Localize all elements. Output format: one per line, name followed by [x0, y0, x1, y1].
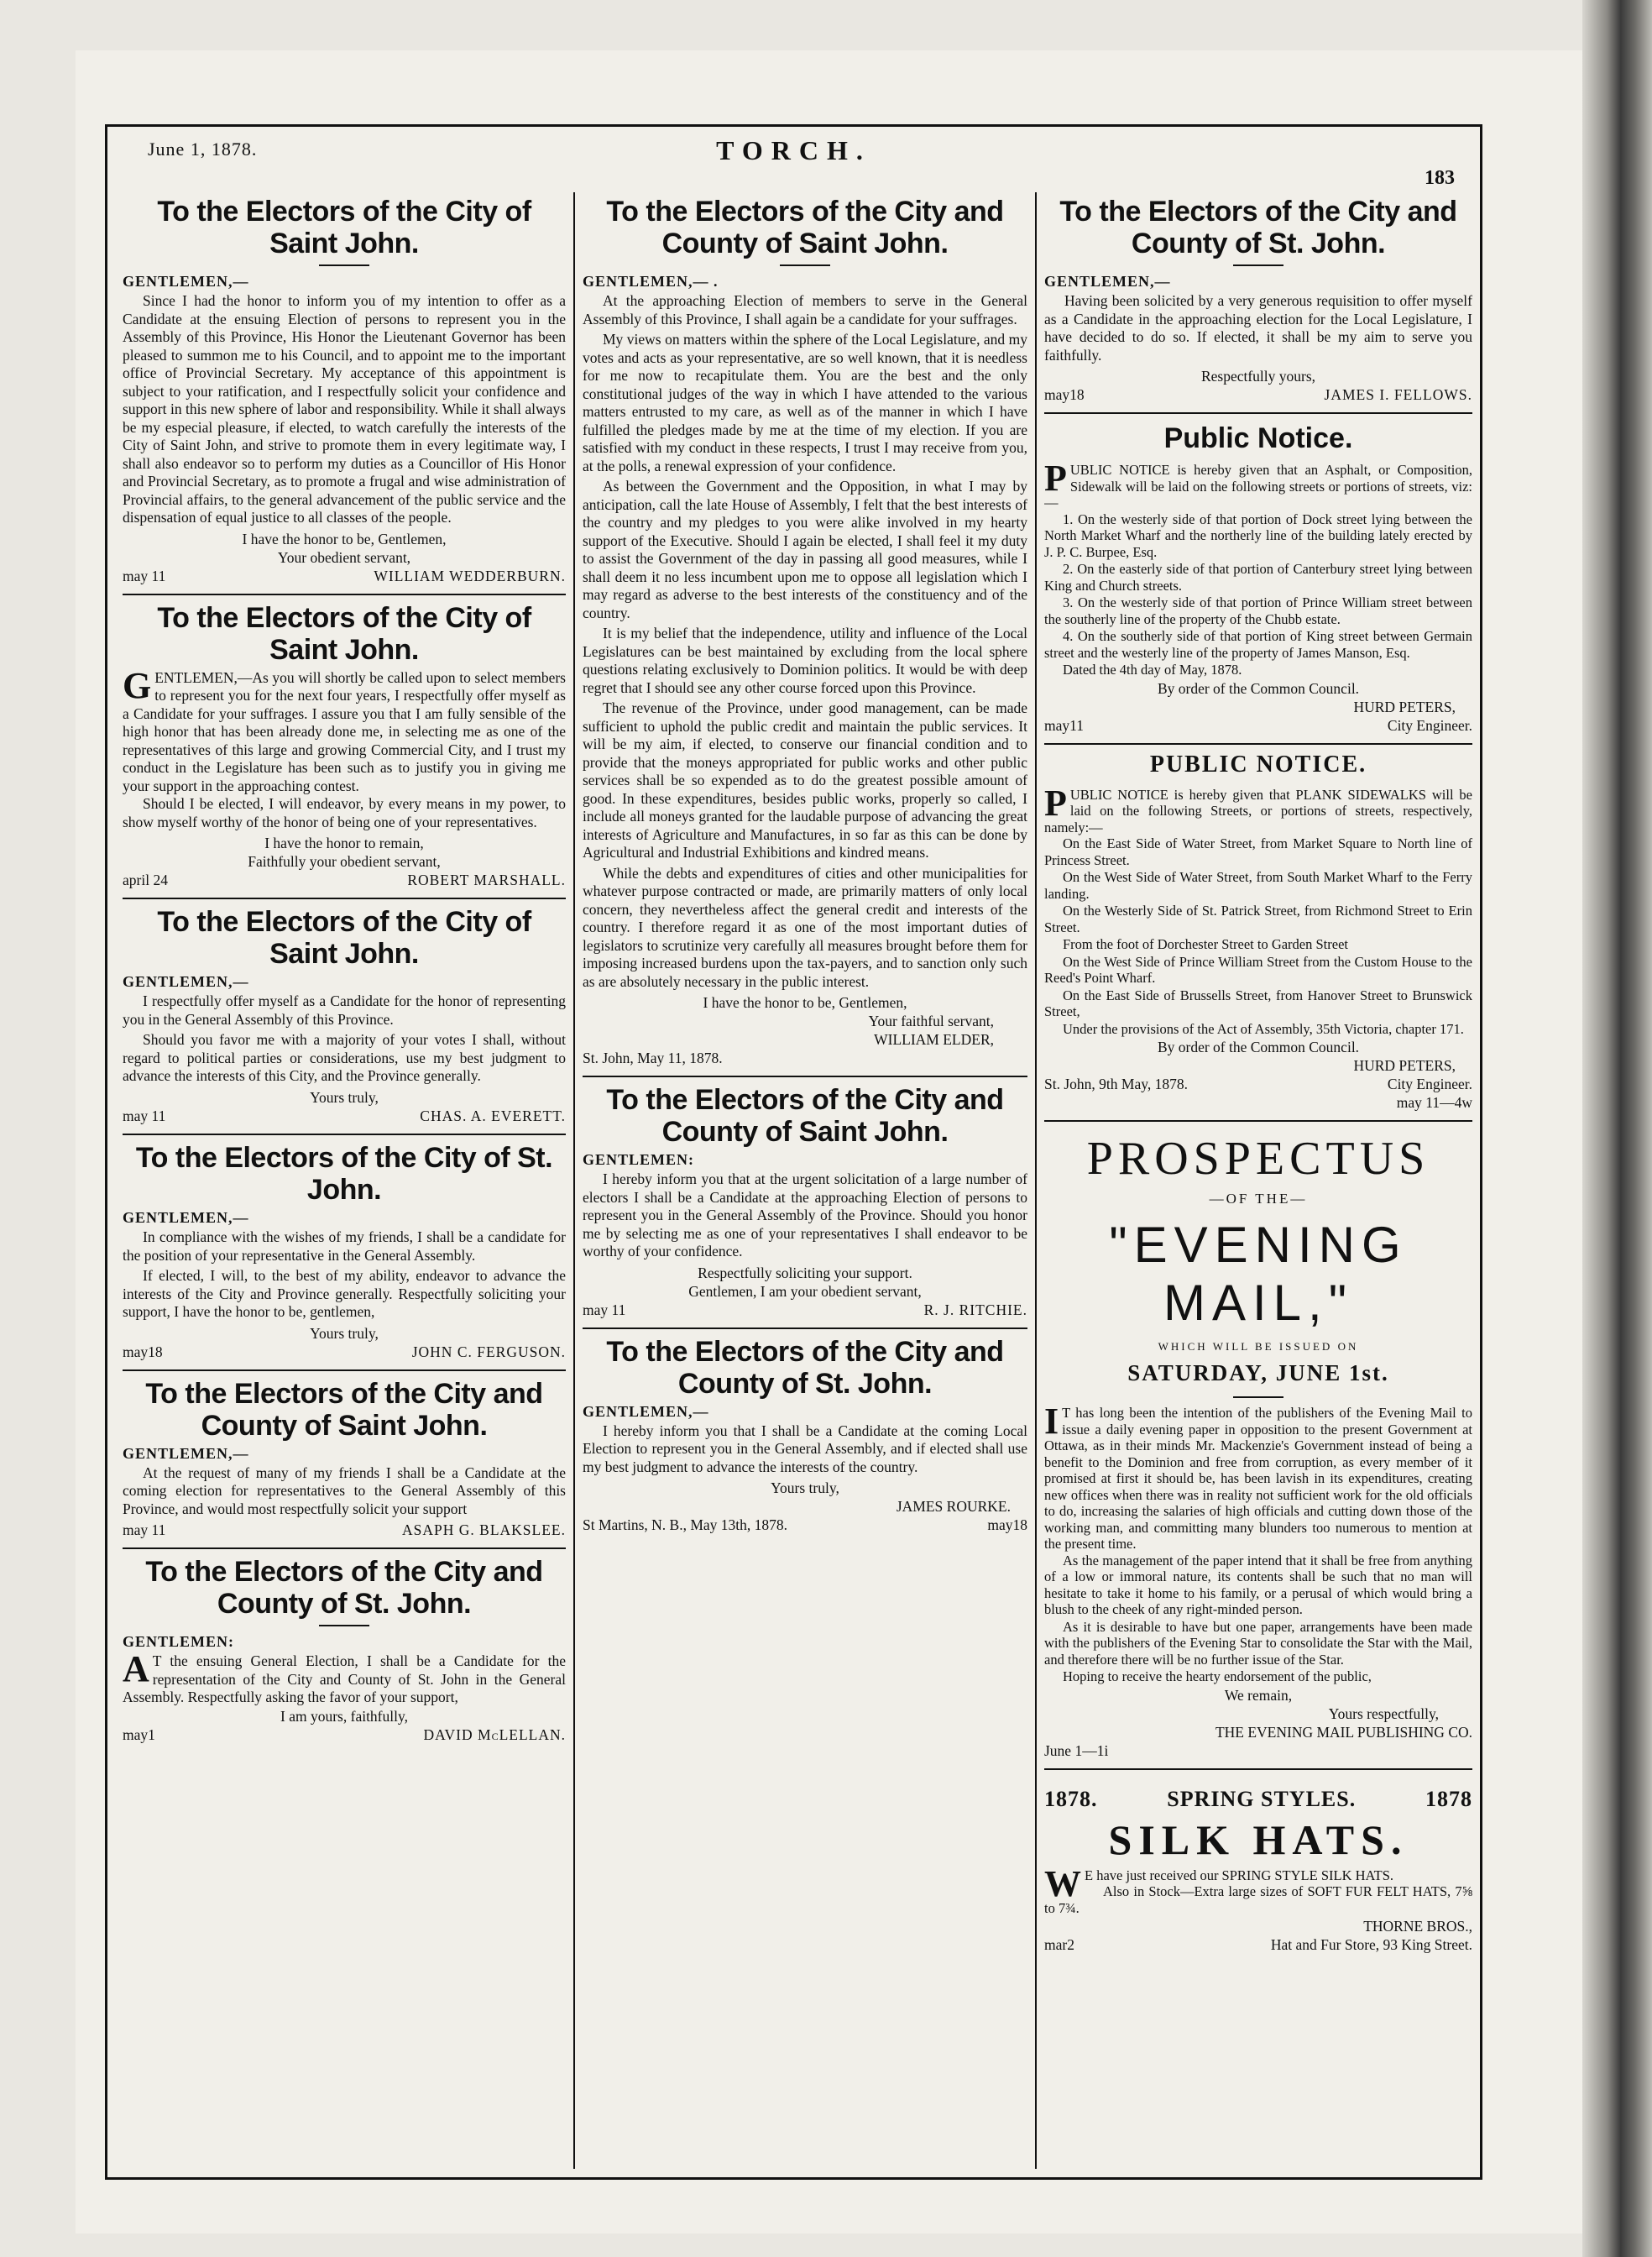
- signature-row: [583, 1049, 1027, 1067]
- divider: [123, 898, 566, 899]
- signature: JOHN C. FERGUSON.: [411, 1343, 566, 1360]
- ad-date: may18: [123, 1343, 163, 1360]
- ad-body: [583, 292, 1027, 991]
- notice-item: Under the provisions of the Act of Assembly, 35th Victoria, chapter 171.: [1063, 1020, 1464, 1037]
- notice-item: 1. On the westerly side of that portion of Dock street lying between the North Market Wharf and the northerly line of the building lately erected by J. P. C. Burpee, Esq.: [1044, 511, 1472, 560]
- paragraph: The revenue of the Province, under good management, can be made sufficient to uphold the public credit and maintain the public services. It will be my aim, if elected, to conserve our financial condition and to provide that the moneys appropriated for public works and other public services shall be so expended as to do the greatest possible amount of good. In these expenditures, besides public works, properly so called, I include all moneys granted for the laudable purpose of advancing the great interests of Agriculture and Manufactures, in so far as this can be done by Agricultural and Industrial Exhibitions and kindred means.: [583, 699, 1027, 861]
- ad-ritchie: [583, 1084, 1027, 1319]
- notice-item: 2. On the easterly side of that portion of Canterbury street lying between King and Church streets.: [1044, 561, 1472, 594]
- notice-asphalt: [1044, 422, 1472, 735]
- signature: R. J. RITCHIE.: [923, 1301, 1027, 1318]
- signature: DAVID McLELLAN.: [423, 1725, 566, 1743]
- paragraph: ENTLEMEN,—As you will shortly be called upon to select members to represent you for the next four years, I respectfully offer myself as a Candidate for your suffrages. I assure you that I am fully sensible of the high honor that has been already done me, in selecting me as one of the representatives of this large and growing Commercial City, and I trust my conduct in the Legislature has been such as to justify you in giving me your support in the approaching contest.: [123, 668, 566, 794]
- paragraph: At the request of many of my friends I shall be a Candidate at the coming election for representatives to the General Assembly of this Province, and would most respectfully solicit your support: [123, 1464, 566, 1517]
- signature: JAMES I. FELLOWS.: [1324, 386, 1472, 404]
- notice-dated: Dated the 4th day of May, 1878.: [1063, 662, 1242, 678]
- ad-title: To the Electors of the City and County of St. John.: [606, 1335, 1004, 1400]
- ad-wedderburn: [123, 196, 566, 585]
- ad-title: To the Electors of the City and County of Saint John.: [606, 196, 1004, 260]
- ad-date: June 1—1i: [1044, 1741, 1109, 1759]
- issue-day: SATURDAY, JUNE 1st.: [1127, 1360, 1389, 1386]
- year-left: 1878.: [1044, 1786, 1098, 1811]
- notice-item: 4. On the southerly side of that portion of King street between Germain street and the westerly line of the property of James Manson, Esq.: [1044, 628, 1472, 661]
- closing: We remain,: [1224, 1686, 1293, 1704]
- drop-cap: W: [1044, 1862, 1081, 1904]
- signature-row: [123, 1343, 566, 1361]
- divider: [780, 264, 830, 266]
- closing: Yours truly,: [310, 1324, 379, 1342]
- ad-date: may18: [1044, 386, 1085, 404]
- signature-row: [1044, 716, 1472, 735]
- ad-date: may11: [1044, 716, 1084, 734]
- ad-marshall: [123, 602, 566, 890]
- paragraph: UBLIC NOTICE is hereby given that PLANK SIDEWALKS will be laid on the following Streets, or portions of streets, respectively, namely:—: [1044, 786, 1472, 835]
- ad-body: [123, 664, 566, 832]
- paragraph: Having been solicited by a very generous requisition to offer myself as a Candidate in the approaching election for the Local Legislature, I have decided to do so. If elected, it shall be my aim to serve you faithfully.: [1044, 292, 1472, 364]
- store-address: Hat and Fur Store, 93 King Street.: [1270, 1936, 1472, 1954]
- ad-title: To the Electors of the City of Saint John.: [157, 601, 531, 666]
- of-the: —OF THE—: [1209, 1191, 1308, 1207]
- drop-cap: G: [123, 664, 152, 706]
- closing: Faithfully your obedient servant,: [248, 853, 441, 871]
- drop-cap: A: [123, 1648, 149, 1690]
- signature: HURD PETERS,: [1353, 1057, 1456, 1075]
- ad-date: may 11: [123, 567, 166, 584]
- signature: THORNE BROS.,: [1363, 1918, 1472, 1935]
- notice-item: On the West Side of Prince William Street from the Custom House to the Reed's Point Wharf.: [1044, 953, 1472, 987]
- ad-body: [123, 292, 566, 527]
- divider: [1233, 1396, 1283, 1398]
- paragraph: As it is desirable to have but one paper, arrangements have been made with the publishers of the Evening Star to consolidate the Star with the Mail, and therefore there will be no further issue of the Star.: [1044, 1618, 1472, 1668]
- closing: Gentlemen, I am your obedient servant,: [688, 1282, 922, 1300]
- ad-body: [123, 1464, 566, 1519]
- paper-name: "EVENING MAIL,": [1109, 1217, 1408, 1332]
- prospectus-title: PROSPECTUS: [1086, 1133, 1430, 1186]
- divider: [123, 594, 566, 595]
- divider: [123, 1547, 566, 1549]
- ad-title: To the Electors of the City and County of Saint John.: [145, 1377, 543, 1442]
- divider: [1044, 1120, 1472, 1122]
- closing: I am yours, faithfully,: [280, 1707, 408, 1725]
- paragraph: My views on matters within the sphere of the Local Legislature, and my votes and acts as your representative, are so well known, that it is needless for me now to recapitulate them. You are the best and the only constitutional judges of the way in which I have attended to the various matters entrusted to my care, as well as of the manner in which I have fulfilled the pledges made by me at the time of my election. If you are satisfied with my conduct in these respects, I trust I may receive from you, at the polls, a renewal expression of your confidence.: [583, 331, 1027, 474]
- notice-item: On the Westerly Side of St. Patrick Street, from Richmond Street to Erin Street.: [1044, 903, 1472, 935]
- ad-tag: may18: [987, 1516, 1027, 1534]
- office: City Engineer.: [1387, 716, 1472, 734]
- hats-body: [1044, 1862, 1472, 1917]
- signature: ROBERT MARSHALL.: [407, 872, 566, 889]
- by-order: By order of the Common Council.: [1157, 679, 1360, 697]
- drop-cap: P: [1044, 458, 1067, 500]
- closing: Your obedient servant,: [277, 548, 411, 566]
- paragraph: T has long been the intention of the publishers of the Evening Mail to issue a daily evening paper in opposition to the present Government at Ottawa, as in their minds Mr. Mackenzie's Government instead of being a benefit to the Dominion and free from corruption, as every member of it promised at first it should be, has been lavish in its expenditures, creating new offices when there was in reality not sufficient work for the old officials to do, increasing the salaries of high officials and cutting down those of the working man, and committing many blunders too numerous to mention at the present time.: [1044, 1405, 1472, 1553]
- ad-body: [583, 1170, 1027, 1261]
- signature: HURD PETERS,: [1353, 698, 1456, 715]
- divider: [583, 1327, 1027, 1329]
- divider: [1044, 412, 1472, 414]
- closing: I have the honor to remain,: [264, 835, 424, 852]
- signature-row: [1044, 385, 1472, 404]
- paragraph: I respectfully offer myself as a Candidate for the honor of representing you in the General Assembly of this Province.: [123, 992, 566, 1028]
- divider: [123, 1369, 566, 1371]
- salutation: GENTLEMEN,—: [123, 273, 249, 291]
- ad-title: To the Electors of the City and County of Saint John.: [606, 1084, 1004, 1149]
- column-2: [583, 192, 1027, 2169]
- divider: [319, 1625, 369, 1626]
- salutation: GENTLEMEN,— .: [583, 273, 719, 291]
- ad-date: St Martins, N. B., May 13th, 1878.: [583, 1516, 788, 1534]
- ad-everett: [123, 906, 566, 1125]
- place-date: St. John, 9th May, 1878.: [1044, 1076, 1188, 1093]
- divider: [1044, 1768, 1472, 1770]
- closing: Yours respectfully,: [1328, 1705, 1439, 1722]
- ad-fellows: [1044, 196, 1472, 404]
- ad-title: To the Electors of the City of Saint John.: [157, 196, 531, 260]
- ad-date: april 24: [123, 872, 168, 889]
- spring-styles-row: [1044, 1787, 1472, 1812]
- paragraph: E have just received our SPRING STYLE SILK HATS.: [1085, 1867, 1393, 1883]
- salutation: GENTLEMEN,—: [583, 1402, 709, 1420]
- paragraph: Since I had the honor to inform you of my intention to offer as a Candidate at the ensuing Election of persons to represent you in the Assembly of this Province, His Honor the Lieutenant Governor has been pleased to summon me to his Council, and to appoint me to the important office of Provincial Secretary. My acceptance of this appointment is subject to your ratification, and I respectfully solicit your confidence and support in this new sphere of labor and responsibility. While it shall always be my especial pleasure, if elected, to watch carefully the interests of the City of Saint John, and strive to promote them in every legitimate way, I shall also endeavor so to perform my duties as a Councillor of His Honor and Provincial Secretary, as to promote a frugal and wise administration of Provincial affairs, to the general advancement of the public service and the dispensation of equal justice to all classes of the people.: [123, 292, 566, 526]
- page-number: 183: [1425, 167, 1455, 189]
- closing: Respectfully yours,: [1200, 368, 1316, 385]
- closing: Respectfully soliciting your support.: [698, 1264, 912, 1281]
- ad-body: [123, 992, 566, 1086]
- ad-body: [123, 1228, 566, 1322]
- signature-row: [1044, 1935, 1472, 1954]
- ad-body: [123, 1648, 566, 1707]
- notice-item: On the West Side of Water Street, from South Market Wharf to the Ferry landing.: [1044, 869, 1472, 902]
- signature-row: [123, 567, 566, 585]
- signature-row: [1044, 1075, 1472, 1093]
- paragraph: If elected, I will, to the best of my ability, endeavor to advance the interests of the City and Province generally. Respectfully soliciting your support, I have the honor to be, gentlemen,: [123, 1267, 566, 1321]
- signature: THE EVENING MAIL PUBLISHING CO.: [1215, 1723, 1472, 1741]
- signature-row: [123, 871, 566, 889]
- notice-title: Public Notice.: [1163, 422, 1353, 455]
- divider: [583, 1076, 1027, 1077]
- closing: Yours truly,: [310, 1088, 379, 1106]
- signature: WILLIAM WEDDERBURN.: [374, 567, 566, 584]
- salutation: GENTLEMEN,—: [123, 1444, 249, 1462]
- ad-silk-hats: [1044, 1787, 1472, 1955]
- divider: [123, 1134, 566, 1135]
- signature-row: [123, 1107, 566, 1125]
- page-header: [107, 127, 1480, 189]
- ad-title: To the Electors of the City of Saint John.: [157, 906, 531, 971]
- paragraph: As the management of the paper intend that it shall be free from anything of a low or immoral nature, its contents shall be such that no man will hesitate to take it home to his family, or a perusal of which would bring a blush to the cheek of any right-minded person.: [1044, 1552, 1472, 1618]
- divider: [319, 264, 369, 266]
- divider: [1233, 264, 1283, 266]
- salutation: GENTLEMEN:: [583, 1151, 695, 1169]
- signature: JAMES ROURKE.: [896, 1498, 1011, 1516]
- ad-date: may 11: [123, 1521, 166, 1539]
- ad-date: may 11: [123, 1107, 166, 1124]
- notice-item: On the East Side of Brussells Street, from Hanover Street to Brunswick Street,: [1044, 987, 1472, 1020]
- paragraph: Also in Stock—Extra large sizes of SOFT FUR FELT HATS, 7⅝ to 7¾.: [1044, 1883, 1472, 1916]
- notice-body: [1044, 458, 1472, 678]
- ad-date: may 11: [583, 1301, 626, 1318]
- by-order: By order of the Common Council.: [1157, 1039, 1360, 1056]
- paragraph: I hereby inform you that I shall be a Candidate at the coming Local Election to represent you in the General Assembly, and if elected shall use my best judgment to advance the interests of the country.: [583, 1422, 1027, 1475]
- salutation: GENTLEMEN,—: [123, 973, 249, 991]
- ad-elder: [583, 196, 1027, 1067]
- drop-cap: P: [1044, 782, 1067, 824]
- salutation: GENTLEMEN,—: [123, 1209, 249, 1227]
- prospectus-evening-mail: [1044, 1132, 1472, 1760]
- ad-date: may1: [123, 1725, 155, 1743]
- ad-mclellan: [123, 1556, 566, 1744]
- notice-item: From the foot of Dorchester Street to Garden Street: [1063, 936, 1348, 953]
- spring-styles: SPRING STYLES.: [1167, 1786, 1357, 1811]
- signature: CHAS. A. EVERETT.: [420, 1107, 566, 1124]
- issued-on: WHICH WILL BE ISSUED ON: [1158, 1340, 1359, 1354]
- signature-row: [583, 1516, 1027, 1534]
- column-3: [1044, 192, 1472, 2169]
- column-1: [123, 192, 566, 2169]
- signature-row: [583, 1301, 1027, 1319]
- paragraph: Should I be elected, I will endeavor, by every means in my power, to show myself worthy of the honor of being one of your representatives.: [123, 795, 566, 830]
- scan-edge: [1582, 0, 1652, 2257]
- paragraph: Hoping to receive the hearty endorsement of the public,: [1063, 1668, 1372, 1685]
- signature-row: [123, 1521, 566, 1539]
- paragraph: In compliance with the wishes of my friends, I shall be a candidate for the position of your representative in the General Assembly.: [123, 1228, 566, 1264]
- paragraph: As between the Government and the Opposition, in what I may by anticipation, call the late House of Assembly, I felt that the best interests of the country and my pledges to you were alike involved in my hearty support of the Executive. Should I again be elected, I shall feel it my duty to assist the Government of the day in passing all good measures, while I shall deem it no less incumbent upon me to oppose all legislation which I may regard as adverse to the best interests of the constituency and of the country.: [583, 478, 1027, 621]
- salutation: GENTLEMEN:: [123, 1633, 235, 1651]
- signature-row: [123, 1725, 566, 1744]
- closing: I have the honor to be, Gentlemen,: [703, 994, 907, 1012]
- paragraph: Should you favor me with a majority of your votes I shall, without regard to political parties or considerations, use my best judgment to advance the interests of this City, and the Province generally.: [123, 1031, 566, 1085]
- masthead: TORCH.: [716, 135, 871, 165]
- ad-title: To the Electors of the City and County of St. John.: [145, 1556, 543, 1621]
- ad-blakslee: [123, 1378, 566, 1540]
- signature-row: [1044, 1741, 1472, 1760]
- closing: Yours truly,: [771, 1479, 839, 1497]
- notice-item: 3. On the westerly side of that portion of Prince William street between the southerly line of the property of the Chubb estate.: [1044, 594, 1472, 627]
- notice-item: On the East Side of Water Street, from Market Square to North line of Princess Street.: [1044, 835, 1472, 868]
- paragraph: UBLIC NOTICE is hereby given that an Asphalt, or Composition, Sidewalk will be laid on the following streets or portions of streets, viz:—: [1044, 462, 1472, 511]
- salutation: GENTLEMEN,—: [1044, 273, 1171, 291]
- ad-title: To the Electors of the City of St. John.: [135, 1141, 553, 1207]
- issue-date: June 1, 1878.: [148, 139, 258, 160]
- office: City Engineer.: [1387, 1076, 1472, 1093]
- closing: Your faithful servant,: [868, 1013, 994, 1030]
- paragraph: While the debts and expenditures of cities and other municipalities for whatever purpose contracted or made, are primarily matters of only local concern, they nevertheless affect the general credit and interests of the country. I therefore regard it as one of the most important duties of legislators to scrutinize very carefully all measures brought before them for imposing increased burdens upon the tax-payers, and to sanction only such as are absolutely necessary in the public interest.: [583, 864, 1027, 990]
- year-right: 1878: [1425, 1786, 1472, 1811]
- ad-rourke: [583, 1336, 1027, 1535]
- ad-date: may 11—4w: [1396, 1094, 1472, 1112]
- column-rule: [573, 192, 575, 2169]
- column-rule: [1035, 192, 1037, 2169]
- ad-title: To the Electors of the City and County of St. John.: [1059, 196, 1457, 260]
- paragraph: I hereby inform you that at the urgent solicitation of a large number of electors I shall be a Candidate at the approaching Election of persons to represent you in the General Assembly of the Province. Should you honor me by selecting me as one of your representatives I shall endeavor to be worthy of your confidence.: [583, 1170, 1027, 1260]
- silk-hats-title: SILK HATS.: [1108, 1815, 1409, 1863]
- drop-cap: I: [1044, 1401, 1059, 1443]
- ad-body: [1044, 292, 1472, 364]
- ad-date: St. John, May 11, 1878.: [583, 1050, 723, 1067]
- notice-body: [1044, 782, 1472, 1038]
- signature: WILLIAM ELDER,: [874, 1031, 994, 1049]
- closing: I have the honor to be, Gentlemen,: [242, 530, 447, 547]
- notice-title: PUBLIC NOTICE.: [1149, 751, 1367, 778]
- paragraph: At the approaching Election of members to serve in the General Assembly of this Province, I shall again be a candidate for your suffrages.: [583, 292, 1027, 327]
- paragraph: T the ensuing General Election, I shall be a Candidate for the representation of the City and County of St. John in the General Assembly. Respectfully asking the favor of your support,: [123, 1652, 566, 1706]
- notice-plank: [1044, 751, 1472, 1113]
- ad-body: [583, 1422, 1027, 1477]
- divider: [1044, 743, 1472, 745]
- signature: ASAPH G. BLAKSLEE.: [402, 1521, 566, 1539]
- page-frame: [105, 124, 1482, 2180]
- ad-ferguson: [123, 1142, 566, 1361]
- ad-date: mar2: [1044, 1936, 1074, 1954]
- prospectus-body: [1044, 1401, 1472, 1685]
- paragraph: It is my belief that the independence, utility and influence of the Local Legislatures can be best maintained by excluding from the local sphere questions relating exclusively to Dominion politics. It would be with deep regret that I should see any other course forced upon this Province.: [583, 625, 1027, 696]
